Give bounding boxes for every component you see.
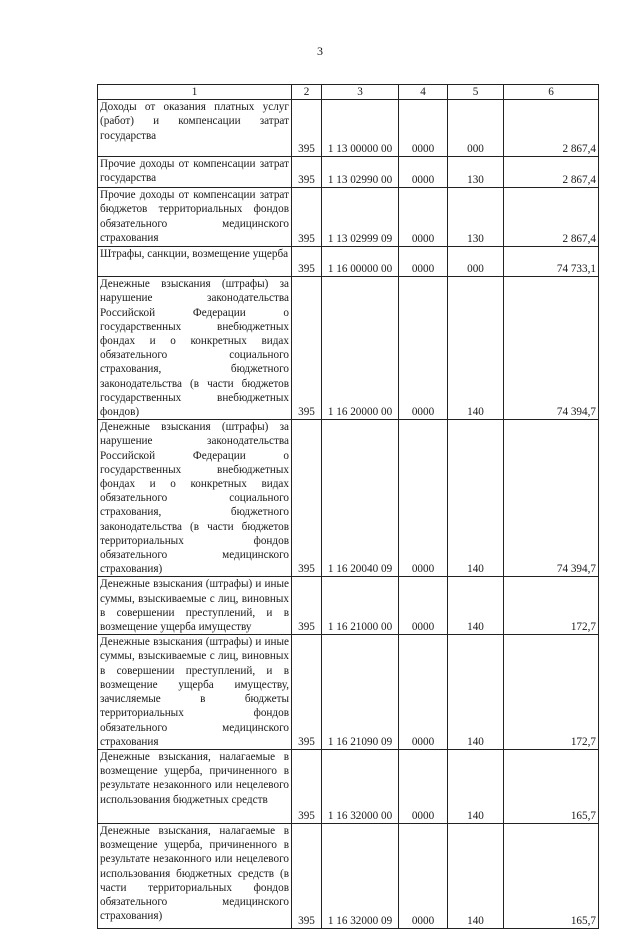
amount-cell: 74 394,7 [504,420,599,577]
budget-code-cell: 1 16 32000 00 [322,749,399,823]
budget-code-cell: 1 16 21090 09 [322,635,399,750]
column-header: 4 [399,85,448,100]
table-row [98,749,599,823]
admin-code-cell: 395 [292,100,322,157]
budget-code-cell: 1 16 21000 00 [322,577,399,635]
amount-cell: 74 733,1 [504,247,599,277]
row-name-cell: Денежные взыскания (штрафы) за нарушение законодательства Российской Федерации о государственных внебюджетных фондах и о конкретных видах обязательного социального страхования, бюджетного законодательства (в части бюджетов государственных внебюджетных фондов) [98,277,292,420]
table-header-row [98,85,599,100]
budget-code-cell: 1 13 02999 09 [322,188,399,247]
kosgu-code-cell: 140 [448,749,504,823]
row-name-cell: Доходы от оказания платных услуг (работ) и компенсации затрат государства [98,100,292,157]
table-row [98,635,599,750]
kosgu-code-cell: 140 [448,823,504,928]
budget-code-cell: 1 16 20040 09 [322,420,399,577]
program-code-cell: 0000 [399,749,448,823]
admin-code-cell: 395 [292,420,322,577]
column-header: 5 [448,85,504,100]
column-header: 2 [292,85,322,100]
amount-cell: 2 867,4 [504,100,599,157]
budget-code-cell: 1 16 20000 00 [322,277,399,420]
admin-code-cell: 395 [292,749,322,823]
table-row [98,420,599,577]
kosgu-code-cell: 140 [448,577,504,635]
column-header: 3 [322,85,399,100]
admin-code-cell: 395 [292,157,322,188]
admin-code-cell: 395 [292,188,322,247]
program-code-cell: 0000 [399,277,448,420]
row-name-cell: Прочие доходы от компенсации затрат бюджетов территориальных фондов обязательного медицинского страхования [98,188,292,247]
column-header: 1 [98,85,292,100]
amount-cell: 172,7 [504,635,599,750]
table-row [98,577,599,635]
table-row [98,247,599,277]
row-name-cell: Прочие доходы от компенсации затрат государства [98,157,292,188]
row-name-cell: Денежные взыскания (штрафы) и иные суммы, взыскиваемые с лиц, виновных в совершении преступлений, и в возмещение ущерба имуществу, зачисляемые в бюджеты территориальных фондов обязательного медицинского страхования [98,635,292,750]
program-code-cell: 0000 [399,188,448,247]
kosgu-code-cell: 140 [448,635,504,750]
row-name-cell: Денежные взыскания, налагаемые в возмещение ущерба, причиненного в результате незаконного или нецелевого использования бюджетных средств (в части территориальных фондов обязательного медицинского страхования) [98,823,292,928]
amount-cell: 165,7 [504,749,599,823]
kosgu-code-cell: 000 [448,100,504,157]
program-code-cell: 0000 [399,100,448,157]
budget-code-cell: 1 13 02990 00 [322,157,399,188]
kosgu-code-cell: 130 [448,188,504,247]
kosgu-code-cell: 130 [448,157,504,188]
kosgu-code-cell: 000 [448,247,504,277]
row-name-cell: Денежные взыскания (штрафы) и иные суммы, взыскиваемые с лиц, виновных в совершении преступлений, и в возмещение ущерба имуществу [98,577,292,635]
page-number: 3 [317,44,323,58]
amount-cell: 2 867,4 [504,188,599,247]
kosgu-code-cell: 140 [448,277,504,420]
admin-code-cell: 395 [292,277,322,420]
row-name-cell: Денежные взыскания, налагаемые в возмещение ущерба, причиненного в результате незаконного или нецелевого использования бюджетных средств [98,749,292,823]
admin-code-cell: 395 [292,635,322,750]
program-code-cell: 0000 [399,823,448,928]
table-row [98,277,599,420]
revenue-table [97,84,599,929]
row-name-cell: Штрафы, санкции, возмещение ущерба [98,247,292,277]
kosgu-code-cell: 140 [448,420,504,577]
table-row [98,188,599,247]
admin-code-cell: 395 [292,577,322,635]
program-code-cell: 0000 [399,247,448,277]
amount-cell: 74 394,7 [504,277,599,420]
program-code-cell: 0000 [399,420,448,577]
amount-cell: 2 867,4 [504,157,599,188]
program-code-cell: 0000 [399,157,448,188]
admin-code-cell: 395 [292,247,322,277]
table-row [98,823,599,928]
column-header: 6 [504,85,599,100]
program-code-cell: 0000 [399,635,448,750]
program-code-cell: 0000 [399,577,448,635]
budget-code-cell: 1 16 00000 00 [322,247,399,277]
table-row [98,100,599,157]
budget-code-cell: 1 16 32000 09 [322,823,399,928]
amount-cell: 172,7 [504,577,599,635]
row-name-cell: Денежные взыскания (штрафы) за нарушение законодательства Российской Федерации о государственных внебюджетных фондах и о конкретных видах обязательного социального страхования, бюджетного законодательства (в части бюджетов территориальных фондов обязательного медицинского страхования) [98,420,292,577]
admin-code-cell: 395 [292,823,322,928]
budget-code-cell: 1 13 00000 00 [322,100,399,157]
amount-cell: 165,7 [504,823,599,928]
table-row [98,157,599,188]
